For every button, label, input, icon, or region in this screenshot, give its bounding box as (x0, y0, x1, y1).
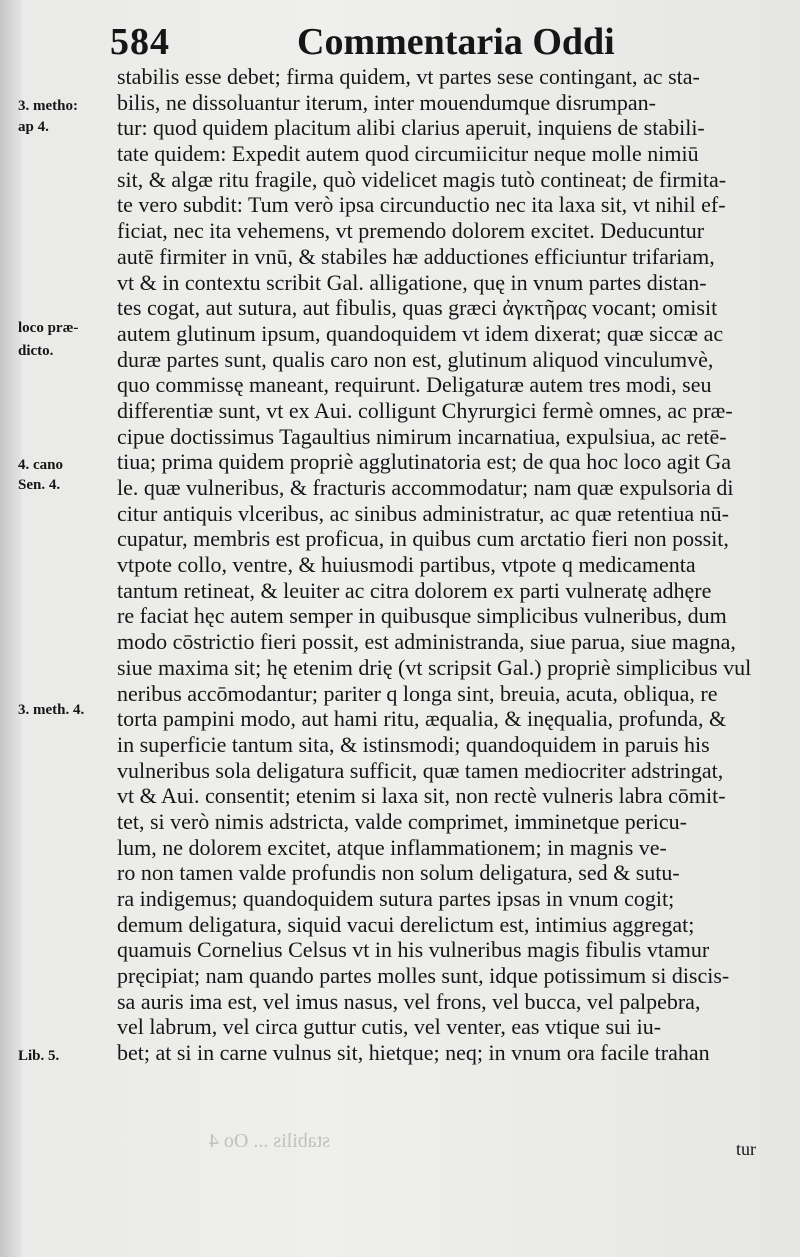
text-line: tet, si verò nimis adstricta, valde comprimet, imminetque pericu- (117, 808, 688, 834)
text-line: duræ partes sunt, qualis caro non est, glutinum aliquod vinculumvè, (117, 346, 714, 372)
text-line: lum, ne dolorem excitet, atque inflammationem; in magnis ve- (117, 834, 667, 860)
margin-note: dicto. (18, 343, 54, 359)
text-line: vt & Aui. consentit; etenim si laxa sit, non rectè vulneris labra cōmit- (117, 783, 726, 809)
text-line: differentiæ sunt, vt ex Aui. colligunt Chyrurgici fermè omnes, ac præ- (117, 397, 733, 423)
text-line: quo commissę maneant, requirunt. Deligaturæ autem tres modi, seu (117, 372, 712, 398)
margin-note: Sen. 4. (18, 477, 61, 493)
text-line: ro non tamen valde profundis non solum deligatura, sed & sutu- (117, 860, 680, 886)
text-line: stabilis esse debet; firma quidem, vt partes sese contingant, ac sta- (117, 64, 700, 89)
text-line: tantum retineat, & leuiter ac citra dolorem ex parti vulneratę adhęre (117, 577, 712, 603)
show-through-text: stabilis ... Oo 4 (208, 1130, 330, 1152)
text-line: tur: quod quidem placitum alibi clarius aperuit, inquiens de stabili- (117, 115, 705, 141)
text-line: torta pampini modo, aut hami ritu, æqualia, & inęqualia, profunda, & (117, 706, 727, 732)
text-line: demum deligatura, siquid vacui derelictum est, intimius aggregat; (117, 911, 695, 937)
text-line: vtpote collo, ventre, & huiusmodi partibus, vtpote q medicamenta (117, 552, 696, 578)
margin-note: loco præ- (18, 320, 79, 336)
text-line: modo cōstrictio fieri possit, est administranda, siue parua, siue magna, (117, 629, 736, 655)
running-title: Commentaria Oddi (297, 21, 615, 63)
margin-note: Lib. 5. (18, 1048, 60, 1064)
text-line: cupatur, membris est proficua, in quibus cum arctatio fieri non possit, (117, 526, 729, 552)
text-line: citur antiquis vlceribus, ac sinibus administratur, ac quæ retentiua nū- (117, 500, 729, 526)
page-number: 584 (110, 21, 170, 63)
margin-note: 3. meth. 4. (18, 702, 85, 718)
text-line: in superficie tantum sita, & istinsmodi; quandoquidem in paruis his (117, 731, 710, 757)
text-line: cipue doctissimus Tagaultius nimirum incarnatiua, expulsiua, ac retē- (117, 423, 727, 449)
text-line: vulneribus sola deligatura sufficit, quæ tamen mediocriter adstringat, (117, 757, 724, 783)
text-line: vt & in contextu scribit Gal. alligatione, quę in vnum partes distan- (117, 269, 707, 295)
gutter-shadow (0, 0, 22, 1257)
catchword: tur (736, 1139, 756, 1159)
text-line: pręcipiat; nam quando partes molles sunt, idque potissimum si discis- (117, 963, 730, 989)
text-line: bet; at si in carne vulnus sit, hietque; neq; in vnum ora facile trahan (117, 1040, 710, 1066)
text-line: re faciat hęc autem semper in quibusque simplicibus vulneribus, dum (117, 603, 727, 629)
text-line: tate quidem: Expedit autem quod circumiicitur neque molle nimiū (117, 141, 699, 167)
text-line: ra indigemus; quandoquidem sutura partes ipsas in vnum cogit; (117, 886, 675, 911)
text-line: quamuis Cornelius Celsus vt in his vulneribus magis fibulis vtamur (117, 937, 710, 963)
text-line: siue maxima sit; hę etenim drię (vt scripsit Gal.) propriè simplicibus vul (117, 654, 752, 680)
margin-note: 4. cano (18, 457, 63, 473)
text-line: bilis, ne dissoluantur iterum, inter mouendumque disrumpan- (117, 89, 656, 115)
text-line: le. quæ vulneribus, & fracturis accommodatur; nam quæ expulsoria di (117, 475, 734, 500)
margin-note: ap 4. (18, 119, 49, 135)
text-line: vel labrum, vel circa guttur cutis, vel venter, eas vtique sui iu- (117, 1014, 662, 1040)
text-line: sit, & algæ ritu fragile, quò videlicet magis tutò contineat; de firmita- (117, 166, 727, 192)
body-text (117, 64, 772, 1066)
text-line: neribus accōmodantur; pariter q longa sint, breuia, acuta, obliqua, re (117, 680, 718, 706)
text-line: autem glutinum ipsum, quandoquidem vt idem dixerat; quæ siccæ ac (117, 320, 724, 346)
text-line: ficiat, nec ita vehemens, vt premendo dolorem excitet. Deducuntur (117, 218, 705, 244)
text-line: sa auris ima est, vel imus nasus, vel frons, vel bucca, vel palpebra, (117, 988, 701, 1014)
text-line: te vero subdit: Tum verò ipsa circunductio nec ita laxa sit, vt nihil ef- (117, 192, 726, 218)
page-header (110, 18, 630, 68)
text-line: tes cogat, aut sutura, aut fibulis, quas græci ἀγκτῆρας vocant; omisit (117, 295, 718, 321)
margin-note: 3. metho: (18, 98, 78, 114)
text-line: tiua; prima quidem propriè agglutinatoria est; de qua hoc loco agit Ga (117, 449, 731, 475)
text-line: autē firmiter in vnū, & stabiles hæ adductiones efficiuntur trifariam, (117, 243, 715, 269)
